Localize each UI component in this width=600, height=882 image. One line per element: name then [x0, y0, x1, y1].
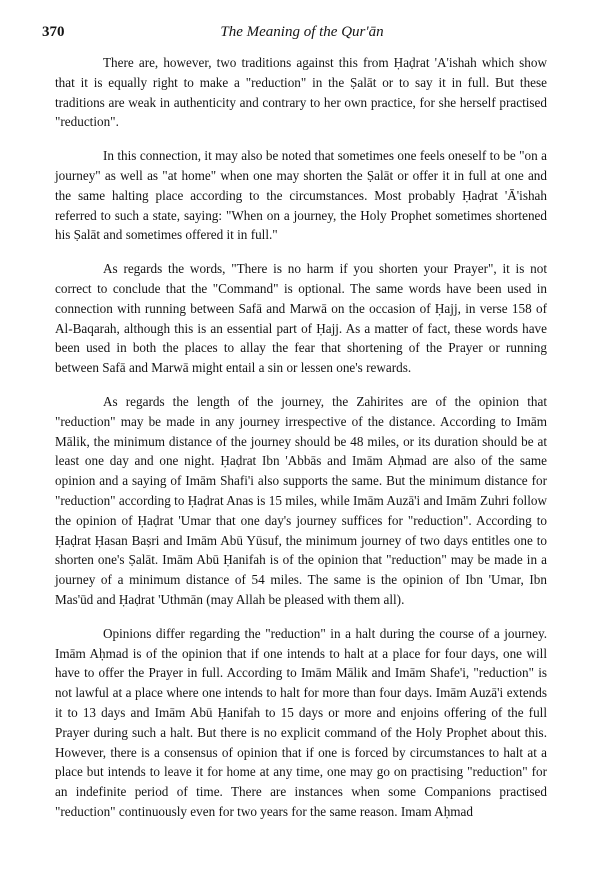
- paragraph-5: Opinions differ regarding the "reduction" in a halt during the course of a journey. Imām Aḥmad is of the opinion that if one intends to halt at a place for four days, one will have to offer the Prayer in full. According to Imām Mālik and Imām Shafe'i, "reduction" is not lawful at a place where one intends to halt for more than four days. Imām Auzā'i extends it to 13 days and Imām Abū Ḥanifah to 15 days or more and enjoins offering of the full Prayer during such a halt. But there is no explicit command of the Holy Prophet about this. However, there is a consensus of opinion that if one is forced by circumstances to halt at a place but intends to leave it for home at any time, one may go on practising "reduction" for an indefinite period of time. There are instances when some Companions practised "reduction" continuously even for two years for the same reason. Imam Aḥmad: [55, 625, 547, 819]
- body-text: [55, 53, 547, 836]
- page-header: [42, 24, 562, 44]
- paragraph-4: As regards the length of the journey, the Zahirites are of the opinion that "reduction" may be made in any journey irrespective of the distance. According to Imām Mālik, the minimum distance of the journey should be 48 miles, or its duration should be at least one day and one night. Ḥaḍrat Ibn 'Abbās and Imām Aḥmad are also of the same opinion and a saying of Imām Shafi'i also supports the same. But the minimum distance for "reduction" according to Ḥaḍrat Anas is 15 miles, while Imām Auzā'i and Imām Zuhri follow the opinion of Ḥaḍrat 'Umar that one day's journey suffices for "reduction". According to Ḥaḍrat Ḥasan Baṣri and Imām Abū Yūsuf, the minimum journey of two days entitles one to shorten one's Ṣalāt. Imām Abū Ḥanifah is of the opinion that "reduction" may be made in a journey of a minimum distance of 54 miles. The same is the opinion of Ibn 'Umar, Ibn Mas'ūd and Ḥaḍrat 'Uthmān (may Allah be pleased with them all).: [55, 393, 547, 607]
- paragraph-2: In this connection, it may also be noted that sometimes one feels oneself to be "on a journey" as well as "at home" when one may shorten the Ṣalāt or offer it in full at one and the same halting place according to the circumstances. Most probably Ḥaḍrat 'Ā'ishah referred to such a state, saying: "When on a journey, the Holy Prophet sometimes shortened his Ṣalāt and sometimes offered it in full.": [55, 148, 547, 243]
- running-title: The Meaning of the Qur'ān: [220, 24, 384, 40]
- paragraph-1: There are, however, two traditions against this from Ḥaḍrat 'A'ishah which show that it is equally right to make a "reduction" in the Ṣalāt or to say it in full. But these traditions are weak in authenticity and contrary to her own practice, for she herself practised "reduction".: [55, 55, 547, 130]
- page-number: 370: [42, 24, 65, 40]
- paragraph-3: As regards the words, "There is no harm if you shorten your Prayer", it is not correct to conclude that the "Command" is optional. The same words have been used in connection with running between Safā and Marwā on the occasion of Ḥajj, in verse 158 of Al-Baqarah, although this is an essential part of Ḥajj. As a matter of fact, these words have been used in both the places to allay the fear that shortening of the Prayer or running between Safā and Marwā might entail a sin or lessen one's rewards.: [55, 261, 547, 376]
